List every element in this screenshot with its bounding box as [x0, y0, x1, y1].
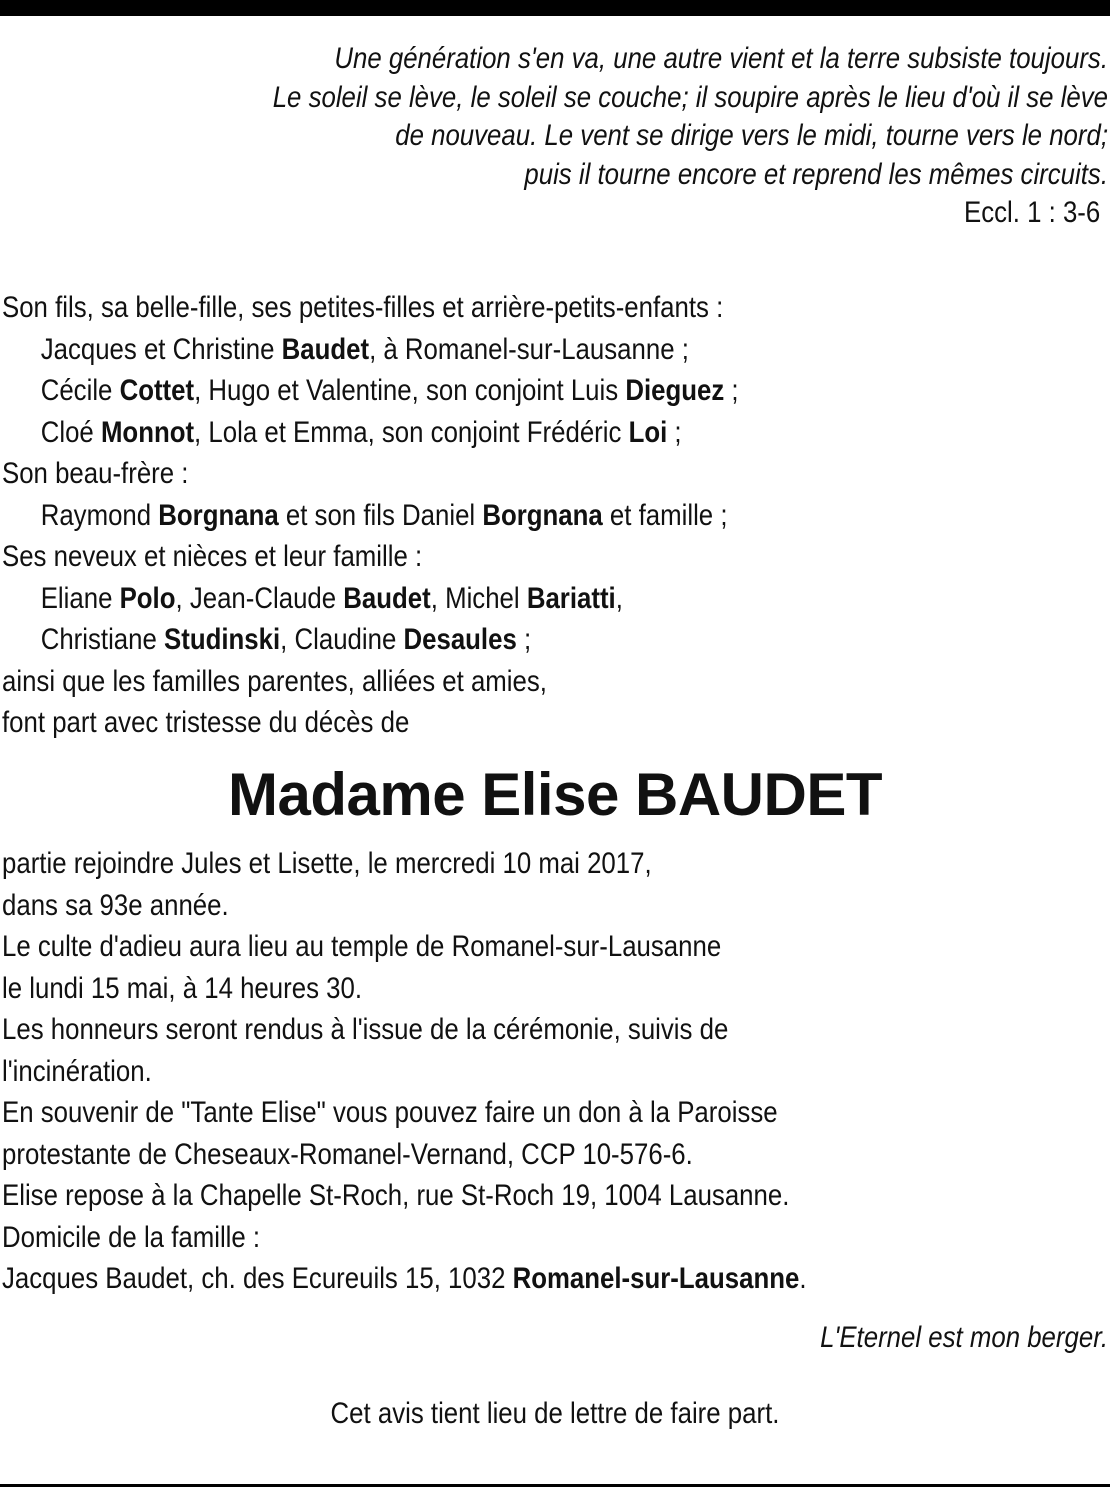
epigraph-line: puis il tourne encore et reprend les mêmes circuits.	[524, 157, 1108, 191]
detail-line: dans sa 93e année.	[2, 888, 229, 922]
closing-note: Cet avis tient lieu de lettre de faire part.	[330, 1397, 780, 1430]
announce-line: font part avec tristesse du décès de	[2, 706, 410, 739]
epigraph-quote	[162, 40, 1108, 233]
family-line: Jacques et Christine Baudet, à Romanel-sur-Lausanne ;	[40, 332, 689, 366]
nephews-heading: Ses neveux et nièces et leur famille :	[2, 540, 423, 573]
family-line: Eliane Polo, Jean-Claude Baudet, Michel Bariatti,	[40, 581, 623, 615]
detail-line: l'incinération.	[2, 1054, 152, 1088]
detail-line: Domicile de la famille :	[2, 1220, 261, 1254]
detail-line: Les honneurs seront rendus à l'issue de la cérémonie, suivis de	[2, 1013, 729, 1046]
epigraph-line: Une génération s'en va, une autre vient et la terre subsiste toujours.	[334, 42, 1108, 75]
brother-in-law-heading: Son beau-frère :	[2, 457, 189, 490]
family-address: Jacques Baudet, ch. des Ecureuils 15, 1032 Romanel-sur-Lausanne.	[2, 1262, 807, 1295]
family-line: Christiane Studinski, Claudine Desaules ;	[40, 623, 532, 656]
deceased-name: Madame Elise BAUDET	[227, 761, 882, 828]
families-line: ainsi que les familles parentes, alliées et amies,	[2, 664, 547, 698]
detail-line: En souvenir de "Tante Elise" vous pouvez faire un don à la Paroisse	[2, 1096, 778, 1129]
top-border-rule	[0, 0, 1110, 16]
epigraph-line: Le soleil se lève, le soleil se couche; il soupire après le lieu d'où il se lève	[272, 80, 1108, 114]
epigraph-line: de nouveau. Le vent se dirige vers le midi, tourne vers le nord;	[395, 119, 1108, 152]
detail-line: partie rejoindre Jules et Lisette, le mercredi 10 mai 2017,	[2, 847, 652, 880]
bottom-border-rule	[0, 1484, 1110, 1487]
detail-line: le lundi 15 mai, à 14 heures 30.	[2, 971, 363, 1005]
children-heading: Son fils, sa belle-fille, ses petites-filles et arrière-petits-enfants :	[2, 291, 724, 324]
detail-line: Elise repose à la Chapelle St-Roch, rue St-Roch 19, 1004 Lausanne.	[2, 1179, 790, 1212]
detail-line: protestante de Cheseaux-Romanel-Vernand, CCP 10-576-6.	[2, 1137, 693, 1171]
family-line: Cécile Cottet, Hugo et Valentine, son conjoint Luis Dieguez ;	[40, 374, 739, 407]
family-line: Cloé Monnot, Lola et Emma, son conjoint Frédéric Loi ;	[40, 415, 682, 449]
epigraph-reference: Eccl. 1 : 3-6	[964, 196, 1101, 229]
family-list	[2, 287, 1103, 744]
closing-quote: L'Eternel est mon berger.	[820, 1321, 1108, 1354]
detail-line: Le culte d'adieu aura lieu au temple de Romanel-sur-Lausanne	[2, 930, 722, 963]
funeral-details	[2, 843, 1103, 1300]
family-line: Raymond Borgnana et son fils Daniel Borgnana et famille ;	[40, 498, 728, 532]
